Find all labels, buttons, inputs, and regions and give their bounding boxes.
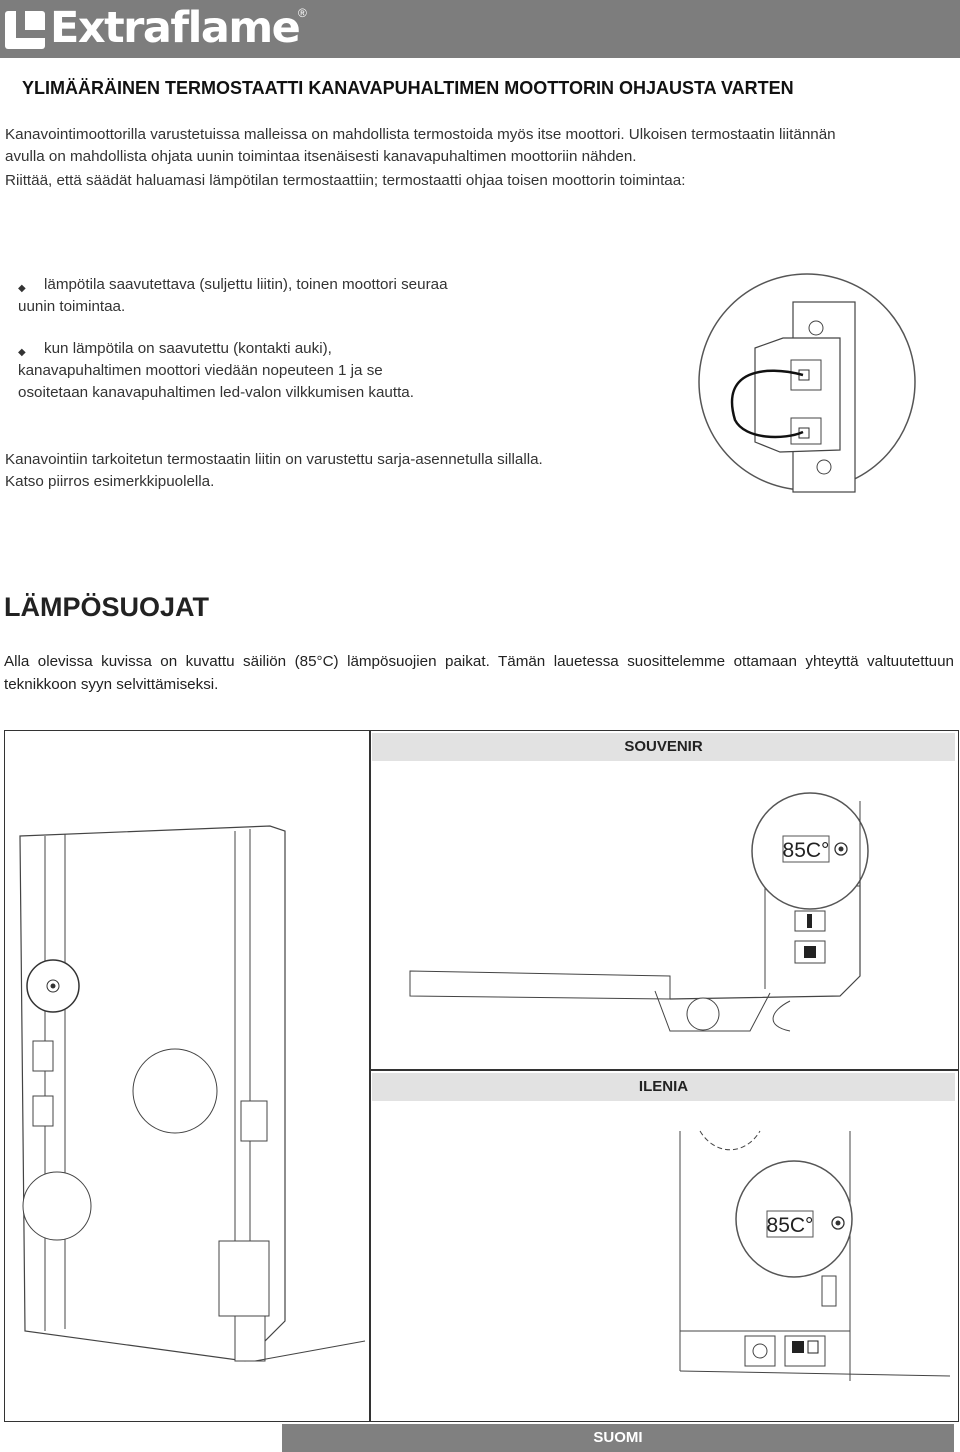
note-line-1: Kanavointiin tarkoitetun termostaatin liitin on varustettu sarja-asennetulla sillalla. — [5, 451, 543, 468]
bullet-item-1 — [18, 274, 448, 318]
ilenia-temp-label: 85C° — [766, 1214, 814, 1237]
footer-language-label: SUOMI — [282, 1424, 954, 1452]
header-bar — [0, 0, 960, 58]
souvenir-stove-illustration — [370, 731, 958, 1069]
section-title-thermostat: YLIMÄÄRÄINEN TERMOSTAATTI KANAVAPUHALTIMEN MOOTTORIN OHJAUSTA VARTEN — [22, 78, 794, 98]
stove-rear-view-illustration — [5, 731, 370, 1421]
thermostat-connector-illustration — [695, 270, 919, 494]
extraflame-logo-icon — [4, 8, 48, 52]
bullet-item-2 — [18, 338, 448, 404]
diamond-bullet-icon: ◆ — [18, 347, 26, 358]
brand-logo-text: Extraflame — [50, 3, 300, 53]
ilenia-figure-frame — [369, 1070, 959, 1422]
bullet-text-1: lämpötila saavutettava (suljettu liitin), toinen moottori seuraa uunin toimintaa. — [18, 276, 448, 315]
intro-line-3: Riittää, että säädät haluamasi lämpötilan termostaattiin; termostaatti ohjaa toisen moottorin toimintaa: — [5, 172, 686, 189]
souvenir-caption: SOUVENIR — [372, 733, 955, 761]
registered-mark: ® — [298, 6, 307, 20]
souvenir-temp-label: 85C° — [782, 839, 830, 862]
intro-line-1: Kanavointimoottorilla varustetuissa malleissa on mahdollista termostoida myös itse moottori. Ulkoisen termostaatin liitännän — [5, 126, 836, 143]
ilenia-caption: ILENIA — [372, 1073, 955, 1101]
diamond-bullet-icon: ◆ — [18, 283, 26, 294]
note-line-2: Katso piirros esimerkkipuolella. — [5, 473, 215, 490]
section-title-heat-protection: LÄMPÖSUOJAT — [4, 592, 210, 622]
heat-protection-paragraph: Alla olevissa kuvissa on kuvattu säiliön (85°C) lämpösuojien paikat. Tämän lauetessa suosittelemme ottamaan yhteyttä valtuutettuun teknikkoon syyn selvittämiseksi. — [4, 653, 954, 693]
left-figure-frame — [4, 730, 371, 1422]
intro-line-2: avulla on mahdollista ohjata uunin toimintaa itsenäisesti kanavapuhaltimen moottoriin nähden. — [5, 148, 637, 165]
ilenia-stove-illustration — [370, 1071, 958, 1421]
bullet-text-2: kun lämpötila on saavutettu (kontakti auki), kanavapuhaltimen moottori viedään nopeuteen 1 ja se osoitetaan kanavapuhaltimen led-valon vilkkumisen kautta. — [18, 340, 414, 401]
souvenir-figure-frame — [369, 730, 959, 1070]
